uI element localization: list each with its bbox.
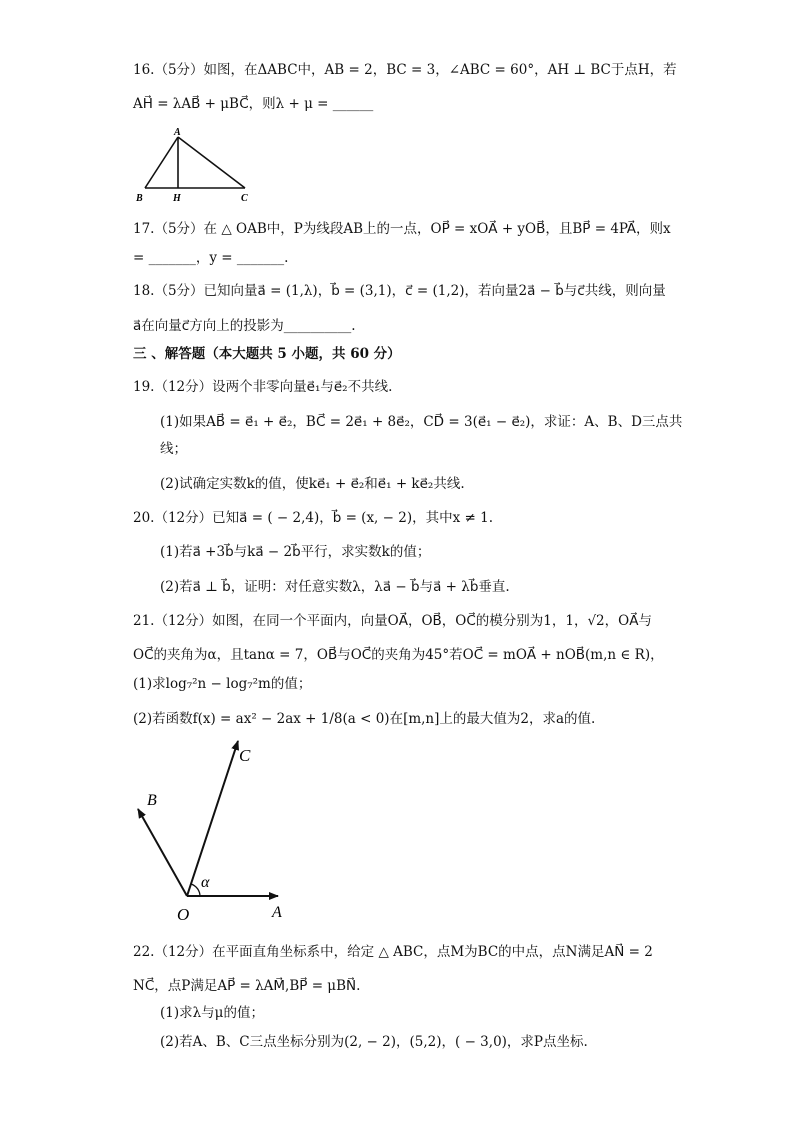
q22-part2: (2)若A、B、C三点坐标分别为(2, − 2)，(5,2)，( − 3,0)，求P点坐标. [160,1034,588,1050]
label-h: H [173,193,181,204]
q22-line1: 22.（12分）在平面直角坐标系中，给定 △ ABC，点M为BC的中点，点N满足AN⃗ = 2 [133,944,653,960]
q18-line2: a⃗在向量c⃗方向上的投影为__________. [133,318,356,334]
label-b: B [136,193,143,204]
label-alpha: α [201,874,210,891]
q20-part1: (1)若a⃗ +3b⃗与ka⃗ − 2b⃗平行，求实数k的值； [160,544,431,560]
q18-line1: 18.（5分）已知向量a⃗ = (1,λ)，b⃗ = (3,1)，c⃗ = (1,2)，若向量2a⃗ − b⃗与c⃗共线，则向量 [133,283,666,299]
q20-part2: (2)若a⃗ ⊥ b⃗，证明：对任意实数λ，λa⃗ − b⃗与a⃗ + λb⃗垂直. [160,579,510,595]
label-a: A [174,127,181,138]
q21-line1: 21.（12分）如图，在同一个平面内，向量OA⃗，OB⃗，OC⃗的模分别为1，1，√2，OA⃗与 [133,613,652,629]
q16-line2: AH⃗ = λAB⃗ + μBC⃗，则λ + μ = ______ [133,96,374,112]
side-ac [178,137,245,188]
q17-line1: 17.（5分）在 △ OAB中，P为线段AB上的一点，OP⃗ = xOA⃗ + yOB⃗，且BP⃗ = 4PA⃗，则x [133,221,671,237]
section-heading: 三 、解答题（本大题共 5 小题，共 60 分） [133,346,401,362]
q20-line1: 20.（12分）已知a⃗ = ( − 2,4)，b⃗ = (x, − 2)，其中x ≠ 1. [133,510,493,526]
vector-oc [187,741,238,896]
q17-line2: = _______，y = _______. [133,250,289,266]
label-c: C [239,746,251,765]
label-c: C [241,193,248,204]
q21-part2: (2)若函数f(x) = ax² − 2ax + 1/8(a < 0)在[m,n]上的最大值为2，求a的值. [133,711,596,727]
q21-line2: OC⃗的夹角为α，且tanα = 7，OB⃗与OC⃗的夹角为45°若OC⃗ = mOA⃗ + nOB⃗(m,n ∈ R)， [133,647,664,663]
angle-alpha-arc [191,884,200,896]
q19-part1-a: (1)如果AB⃗ = e⃗₁ + e⃗₂，BC⃗ = 2e⃗₁ + 8e⃗₂，CD⃗ = 3(e⃗₁ − e⃗₂)，求证：A、B、D三点共 [160,414,683,430]
label-b: B [147,792,157,809]
q19-part2: (2)试确定实数k的值，使ke⃗₁ + e⃗₂和e⃗₁ + ke⃗₂共线. [160,476,465,492]
side-ab [145,137,178,188]
q21-part1: (1)求log₇²n − log₇²m的值； [133,676,312,692]
q22-part1: (1)求λ与μ的值； [160,1005,264,1021]
q16-line1: 16.（5分）如图，在ΔABC中，AB = 2，BC = 3，∠ABC = 60°，AH ⊥ BC于点H，若 [133,62,677,78]
q19-part1-b: 线； [160,441,187,457]
vector-ob [138,809,187,896]
q19-line1: 19.（12分）设两个非零向量e⃗₁与e⃗₂不共线. [133,379,393,395]
q22-line2: NC⃗，点P满足AP⃗ = λAM⃗,BP⃗ = μBN⃗. [133,978,361,994]
label-a: A [272,904,282,921]
label-o: O [177,905,190,924]
vector-oabc-figure [125,735,305,925]
triangle-abc-figure [133,125,258,205]
